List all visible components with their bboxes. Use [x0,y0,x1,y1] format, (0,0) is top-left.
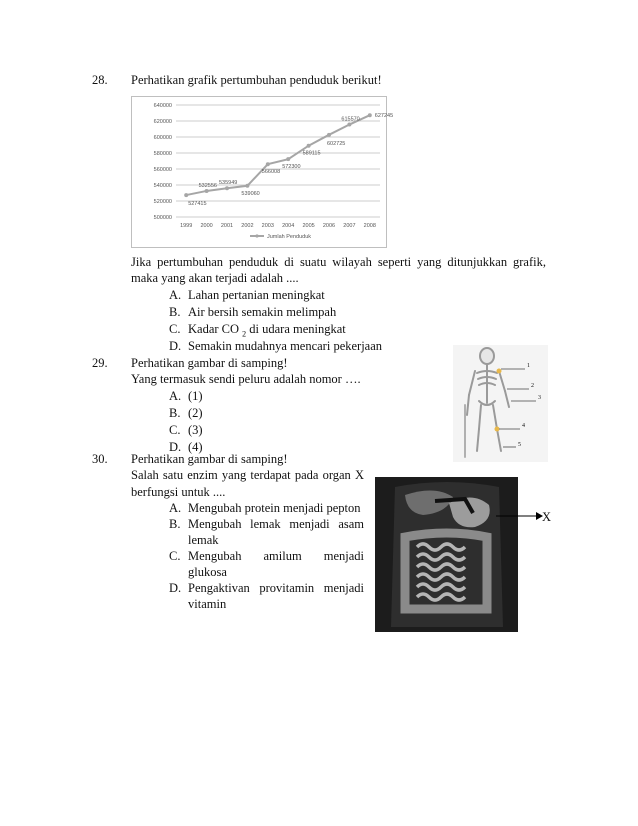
chart-y-tick-label: 640000 [153,103,172,109]
skeleton-label-2: 2 [531,383,534,389]
q30-option-d-text-line2[interactable]: vitamin [188,597,227,611]
q28-option-a-text[interactable]: Lahan pertanian meningkat [188,288,325,302]
chart-data-point [286,157,290,161]
question-28-text-line1: Jika pertumbuhan penduduk di suatu wilayah seperti yang ditunjukkan grafik, [131,255,546,269]
digestive-system-illustration [375,477,518,632]
chart-data-label: 602725 [327,140,346,147]
q30-option-a-letter: A. [169,501,182,515]
chart-x-tick-label: 2006 [322,223,336,229]
q29-option-b-letter: B. [169,406,181,420]
question-28-number: 28. [92,73,108,87]
chart-y-tick-label: 540000 [153,183,172,189]
q30-option-a-text[interactable]: Mengubah protein menjadi pepton [188,501,361,515]
q28-option-a-letter: A. [169,288,182,302]
q29-option-a-text[interactable]: (1) [188,389,203,403]
question-30-prompt: Perhatikan gambar di samping! [131,452,288,466]
chart-data-point [368,113,372,117]
q29-option-b-text[interactable]: (2) [188,406,203,420]
q28-option-c-letter: C. [169,322,181,336]
chart-data-point [347,123,351,127]
question-29-prompt: Perhatikan gambar di samping! [131,356,288,370]
chart-x-tick-label: 1999 [180,223,193,229]
q28-option-c-subscript: 2 [242,329,247,339]
question-29-question: Yang termasuk sendi peluru adalah nomor …. [131,372,361,386]
chart-x-tick-label: 2005 [302,223,315,229]
digestive-system-figure [375,477,518,632]
chart-data-label: 627245 [374,113,394,120]
chart-legend-marker [255,234,258,237]
population-chart-svg [132,97,394,247]
chart-data-point [327,133,331,137]
q30-option-d-letter: D. [169,581,182,595]
chart-data-label: 589115 [302,150,321,157]
q28-option-d-text[interactable]: Semakin mudahnya mencari pekerjaan [188,339,383,353]
q30-option-c-text-line2[interactable]: glukosa [188,565,227,579]
skeleton-label-1: 1 [527,363,530,369]
organ-x-arrow [496,510,544,522]
question-30-line1: Salah satu enzim yang terdapat pada organ X [131,468,364,482]
chart-y-tick-label: 500000 [153,215,172,221]
chart-data-point [184,193,188,197]
skeleton-label-3: 3 [538,395,541,401]
chart-data-label: 615570 [341,116,360,123]
chart-data-label: 539060 [241,190,260,197]
q30-option-c-letter: C. [169,549,181,563]
q29-option-c-text[interactable]: (3) [188,423,203,437]
chart-y-tick-label: 580000 [153,151,172,157]
question-30-line2: berfungsi untuk .... [131,485,226,499]
q28-option-c-text-after: di udara meningkat [246,322,346,336]
q30-option-b-text-line2[interactable]: lemak [188,533,219,547]
chart-x-tick-label: 2000 [200,223,213,229]
question-29-number: 29. [92,356,108,370]
chart-data-label: 527415 [188,201,207,208]
chart-x-tick-label: 2001 [220,223,234,229]
skeleton-illustration [453,345,548,462]
skeleton-label-5: 5 [518,442,521,448]
q29-option-d-letter: D. [169,440,182,454]
q28-option-c-text[interactable] [188,322,346,339]
skeleton-label-4: 4 [522,423,525,429]
chart-data-point [245,184,249,188]
chart-data-point [225,186,229,190]
chart-x-tick-label: 2004 [282,223,295,229]
chart-data-point [205,189,209,193]
chart-data-label: 572300 [282,164,301,171]
chart-data-label: 532556 [198,182,217,189]
organ-x-label: X [542,510,552,524]
skeleton-figure [453,345,548,462]
chart-y-tick-label: 620000 [153,119,172,125]
chart-x-tick-label: 2003 [261,223,274,229]
q30-option-c-text[interactable]: Mengubah amilum menjadi [188,549,364,563]
chart-legend-label: Jumlah Penduduk [267,234,312,240]
question-28-text-line2: maka yang akan terjadi adalah .... [131,271,299,285]
question-28-prompt: Perhatikan grafik pertumbuhan penduduk berikut! [131,73,382,87]
q28-option-b-text[interactable]: Air bersih semakin melimpah [188,305,337,319]
chart-data-label: 535949 [219,180,238,187]
chart-y-tick-label: 520000 [153,199,172,205]
q30-option-d-text[interactable]: Pengaktivan provitamin menjadi [188,581,364,595]
chart-x-tick-label: 2007 [343,223,356,229]
chart-data-label: 566008 [261,169,281,176]
q29-option-a-letter: A. [169,389,182,403]
q29-option-d-text[interactable]: (4) [188,440,203,454]
chart-x-tick-label: 2008 [363,223,376,229]
population-chart [131,96,394,248]
chart-x-tick-label: 2002 [241,223,254,229]
q28-option-b-letter: B. [169,305,181,319]
chart-y-tick-label: 600000 [153,135,172,141]
question-30-number: 30. [92,452,108,466]
chart-data-point [307,144,311,148]
q30-option-b-letter: B. [169,517,181,531]
q29-option-c-letter: C. [169,423,181,437]
q28-option-c-text-before: Kadar CO [188,322,240,336]
q28-option-d-letter: D. [169,339,182,353]
chart-data-point [266,162,270,166]
q30-option-b-text[interactable]: Mengubah lemak menjadi asam [188,517,364,531]
chart-y-tick-label: 560000 [153,167,172,173]
